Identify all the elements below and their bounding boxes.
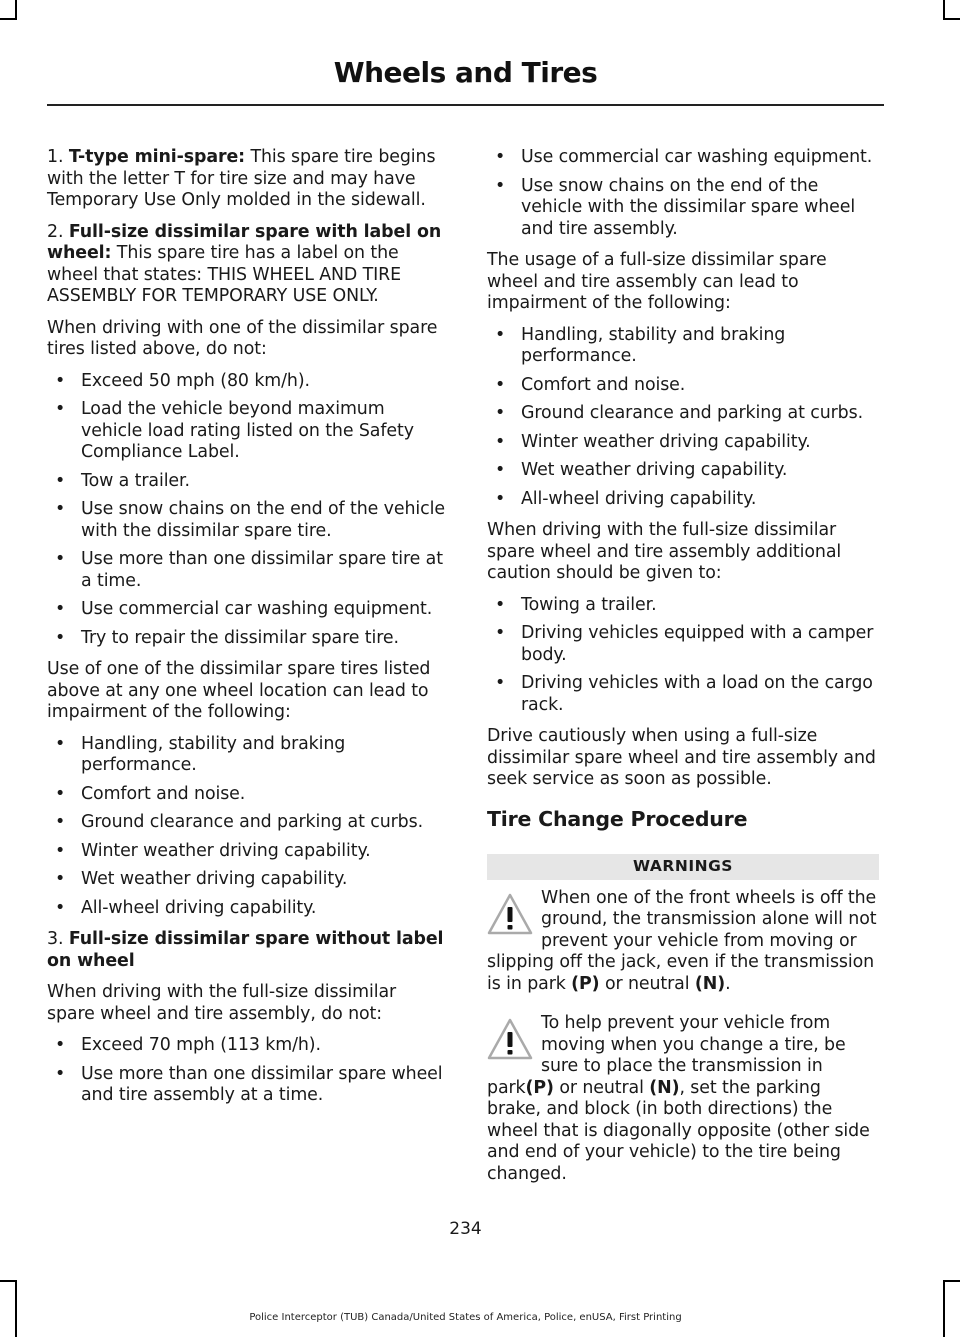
paragraph: Drive cautiously when using a full-size dissimilar spare wheel and tire assembly and seek service as soon as possible. xyxy=(487,726,876,789)
bullet-glyph: • xyxy=(55,1063,66,1084)
paragraph: When driving with the full-size dissimilar spare wheel and tire assembly, do not: xyxy=(47,982,397,1024)
warning-block xyxy=(487,1013,879,1185)
paragraph: The usage of a full-size dissimilar spare wheel and tire assembly can lead to impairment of the following: xyxy=(487,250,827,313)
paragraph-text: This spare tire has a label on the wheel that states: THIS WHEEL AND TIRE ASSEMBLY FOR TEMPORARY USE ONLY. xyxy=(47,243,402,306)
left-column xyxy=(47,147,449,1117)
list-item-text: Ground clearance and parking at curbs. xyxy=(81,812,424,832)
bullet-glyph: • xyxy=(495,324,506,345)
page-title: Wheels and Tires xyxy=(333,56,598,89)
bullet-glyph: • xyxy=(495,374,506,395)
warning-text: To help prevent your vehicle from moving when you change a tire, be sure to place the transmission in park xyxy=(487,1013,846,1098)
list-item-text: Use commercial car washing equipment. xyxy=(81,599,433,619)
list-item-text: Use commercial car washing equipment. xyxy=(521,147,873,167)
crop-mark xyxy=(0,1280,17,1282)
list-item-text: Wet weather driving capability. xyxy=(81,869,348,889)
paragraph: When driving with the full-size dissimilar spare wheel and tire assembly additional caution should be given to: xyxy=(487,520,842,583)
list-item xyxy=(47,628,449,650)
list-item-text: All-wheel driving capability. xyxy=(81,897,317,918)
list-item xyxy=(487,432,879,454)
bullet-list xyxy=(487,325,879,511)
list-item-text: Exceed 70 mph (113 km/h). xyxy=(81,1035,321,1055)
list-item xyxy=(47,549,449,592)
warnings-header: WARNINGS xyxy=(487,854,879,880)
list-item xyxy=(47,471,449,493)
list-item xyxy=(487,147,879,169)
bullet-list xyxy=(47,1035,449,1107)
right-column xyxy=(487,147,879,1203)
bullet-glyph: • xyxy=(495,431,506,452)
crop-mark xyxy=(943,18,960,20)
term-full-size-with-label: Full-size dissimilar spare with label on wheel: xyxy=(47,221,442,263)
warning-text: . xyxy=(725,973,731,994)
crop-mark xyxy=(943,0,945,20)
item-number: 3. xyxy=(47,929,64,949)
list-item xyxy=(47,898,449,920)
list-item xyxy=(487,489,879,511)
warning-triangle-icon xyxy=(487,892,533,936)
list-item-text: Driving vehicles equipped with a camper body. xyxy=(521,623,874,665)
bullet-glyph: • xyxy=(495,147,506,167)
crop-mark xyxy=(943,1280,945,1337)
bullet-glyph: • xyxy=(55,599,66,619)
bullet-glyph: • xyxy=(55,812,66,832)
page-number: 234 xyxy=(449,1219,482,1239)
list-item xyxy=(47,1064,449,1107)
list-item xyxy=(487,325,879,368)
bullet-glyph: • xyxy=(495,460,506,480)
list-item xyxy=(47,734,449,777)
list-item xyxy=(487,375,879,397)
bullet-glyph: • xyxy=(495,594,506,615)
list-item-text: Winter weather driving capability. xyxy=(521,431,811,452)
list-item-text: All-wheel driving capability. xyxy=(521,488,757,509)
list-item xyxy=(487,460,879,482)
gear-neutral-label: (N) xyxy=(649,1077,680,1098)
list-item-text: Handling, stability and braking performance. xyxy=(81,733,346,775)
list-item-text: Ground clearance and parking at curbs. xyxy=(521,403,864,423)
term-tmini-spare: T-type mini-spare: xyxy=(68,147,246,167)
bullet-glyph: • xyxy=(55,499,66,519)
paragraph xyxy=(47,929,449,972)
bullet-glyph: • xyxy=(55,370,66,391)
bullet-list xyxy=(47,371,449,650)
crop-mark xyxy=(15,1280,17,1337)
bullet-glyph: • xyxy=(55,897,66,918)
bullet-glyph: • xyxy=(495,175,506,196)
list-item-text: Comfort and noise. xyxy=(81,783,246,804)
gear-park-label: (P) xyxy=(571,973,600,994)
list-item-text: Exceed 50 mph (80 km/h). xyxy=(81,370,310,391)
list-item-text: Use more than one dissimilar spare tire at a time. xyxy=(81,549,443,591)
crop-mark xyxy=(0,18,17,20)
bullet-list xyxy=(47,734,449,920)
warning-text: When one of the front wheels is off the ground, the transmission alone will not prevent your vehicle from moving or slipping off the jack, even if the transmission is in park xyxy=(487,887,877,994)
gear-park-label: (P) xyxy=(525,1077,554,1098)
bullet-glyph: • xyxy=(495,673,506,693)
warning-block xyxy=(487,888,879,996)
paragraph-text: This spare tire begins with the letter T for tire size and may have Temporary Use Only molded in the sidewall. xyxy=(47,147,436,210)
gear-neutral-label: (N) xyxy=(694,973,726,994)
bullet-glyph: • xyxy=(495,403,506,423)
bullet-glyph: • xyxy=(55,733,66,754)
list-item xyxy=(47,841,449,863)
bullet-glyph: • xyxy=(55,1035,66,1055)
list-item xyxy=(47,869,449,891)
list-item-text: Use more than one dissimilar spare wheel and tire assembly at a time. xyxy=(81,1063,443,1105)
list-item-text: Wet weather driving capability. xyxy=(521,460,788,480)
paragraph xyxy=(47,222,449,308)
list-item xyxy=(47,499,449,542)
paragraph: When driving with one of the dissimilar spare tires listed above, do not: xyxy=(47,317,438,359)
bullet-glyph: • xyxy=(55,470,66,491)
list-item xyxy=(47,1035,449,1057)
list-item-text: Winter weather driving capability. xyxy=(81,840,371,861)
paragraph xyxy=(47,147,449,212)
bullet-list xyxy=(487,147,879,240)
list-item xyxy=(47,812,449,834)
warning-text: , set the parking brake, and block (in both directions) the wheel that is diagonally opposite (other side and end of your vehicle) to the tire being changed. xyxy=(487,1077,870,1184)
item-number: 2. xyxy=(47,221,64,242)
warning-text: or neutral xyxy=(559,1077,644,1098)
list-item-text: Driving vehicles with a load on the cargo rack. xyxy=(521,673,873,715)
bullet-glyph: • xyxy=(55,869,66,889)
list-item-text: Tow a trailer. xyxy=(81,470,190,491)
list-item-text: Towing a trailer. xyxy=(521,594,657,615)
warning-triangle-icon xyxy=(487,1017,533,1061)
item-number: 1. xyxy=(47,147,64,167)
section-heading: Tire Change Procedure xyxy=(487,806,748,831)
list-item-text: Try to repair the dissimilar spare tire. xyxy=(81,627,399,648)
crop-mark xyxy=(943,1280,960,1282)
bullet-glyph: • xyxy=(55,399,66,419)
bullet-glyph: • xyxy=(55,783,66,804)
warning-text: or neutral xyxy=(604,973,690,994)
paragraph: Use of one of the dissimilar spare tires listed above at any one wheel location can lead to impairment of the following: xyxy=(47,659,431,722)
header-divider xyxy=(47,104,884,106)
list-item xyxy=(47,399,449,464)
crop-mark xyxy=(15,0,17,20)
list-item-text: Use snow chains on the end of the vehicle with the dissimilar spare tire. xyxy=(81,499,445,541)
list-item xyxy=(487,623,879,666)
bullet-glyph: • xyxy=(495,623,506,643)
list-item xyxy=(487,595,879,617)
list-item xyxy=(47,599,449,621)
footer-text: Police Interceptor (TUB) Canada/United States of America, Police, enUSA, First Printing xyxy=(249,1312,682,1323)
list-item xyxy=(487,673,879,716)
list-item xyxy=(47,784,449,806)
list-item-text: Comfort and noise. xyxy=(521,374,686,395)
bullet-glyph: • xyxy=(55,627,66,648)
term-full-size-without-label: Full-size dissimilar spare without label on wheel xyxy=(47,929,444,971)
list-item xyxy=(47,371,449,393)
bullet-glyph: • xyxy=(55,840,66,861)
list-item-text: Load the vehicle beyond maximum vehicle load rating listed on the Safety Compliance Label. xyxy=(81,399,414,462)
list-item-text: Handling, stability and braking performance. xyxy=(521,324,786,366)
bullet-list xyxy=(487,595,879,717)
list-item-text: Use snow chains on the end of the vehicle with the dissimilar spare wheel and tire assembly. xyxy=(521,175,856,239)
bullet-glyph: • xyxy=(55,549,66,569)
list-item xyxy=(487,176,879,241)
bullet-glyph: • xyxy=(495,488,506,509)
list-item xyxy=(487,403,879,425)
